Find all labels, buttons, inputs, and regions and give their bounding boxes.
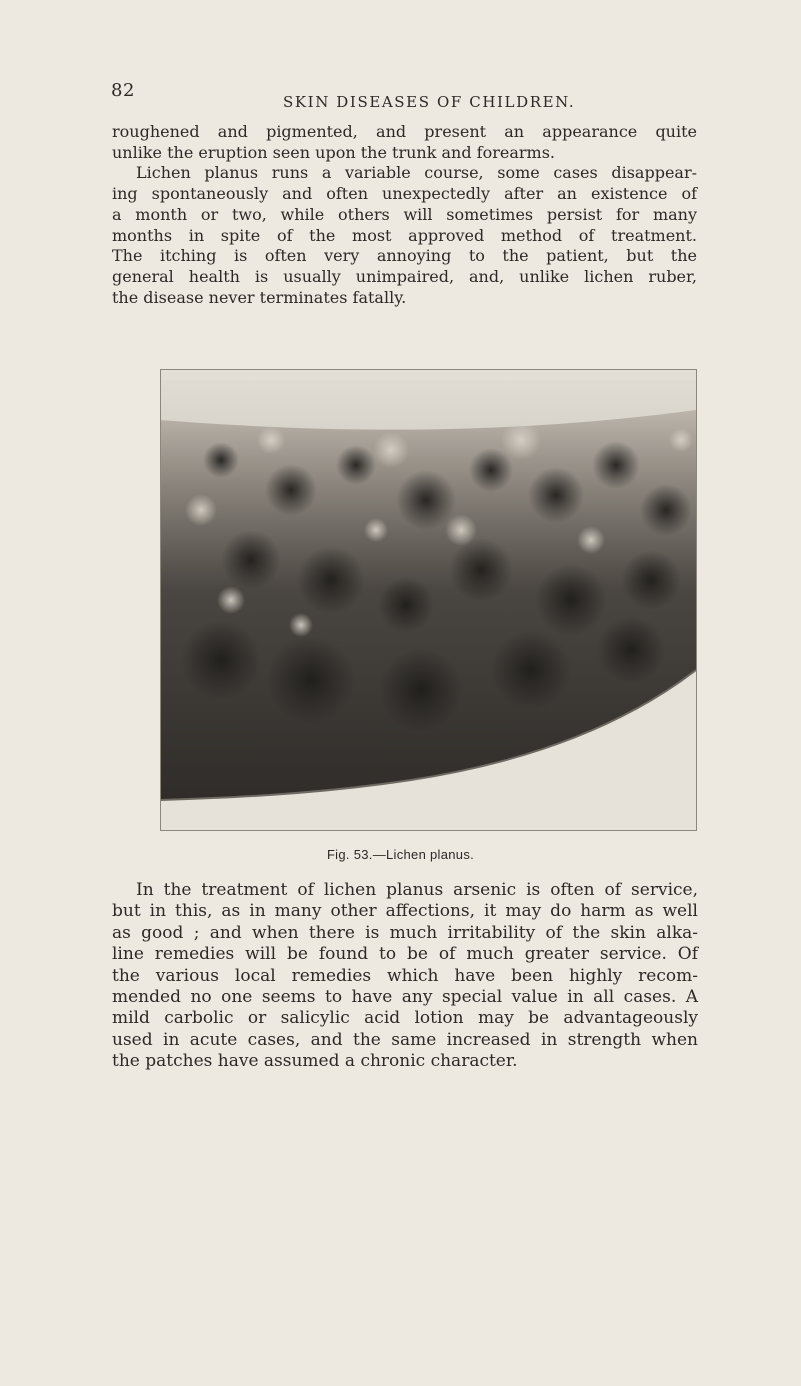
- bottom-paragraph: [112, 880, 698, 1073]
- text-line: The itching is often very annoying to the patient, but the: [112, 246, 697, 266]
- text-line: general health is usually unimpaired, and, unlike lichen ruber,: [112, 266, 697, 286]
- text-line: In the treatment of lichen planus arsenic is often of service,: [136, 880, 698, 900]
- skin-photo-illustration: [161, 370, 696, 830]
- figure-lichen-planus-photo: [160, 369, 697, 831]
- text-line: ing spontaneously and often unexpectedly after an existence of: [112, 184, 697, 204]
- text-line: unlike the eruption seen upon the trunk and forearms.: [112, 142, 555, 162]
- running-head: SKIN DISEASES OF CHILDREN.: [283, 93, 576, 111]
- text-line: months in spite of the most approved method of treatment.: [112, 225, 697, 245]
- text-line: the disease never terminates fatally.: [112, 287, 407, 307]
- figure-caption: Fig. 53.—Lichen planus.: [326, 847, 475, 862]
- top-paragraph: [112, 122, 697, 308]
- text-line: the various local remedies which have been highly recom-: [112, 965, 698, 986]
- text-line: as good ; and when there is much irritability of the skin alka-: [112, 922, 698, 943]
- text-line: used in acute cases, and the same increased in strength when: [112, 1029, 698, 1050]
- text-line: mild carbolic or salicylic acid lotion may be advantageously: [112, 1008, 698, 1029]
- text-line: a month or two, while others will sometimes persist for many: [112, 204, 697, 224]
- text-line: line remedies will be found to be of much greater service. Of: [112, 944, 698, 965]
- text-line: roughened and pigmented, and present an appearance quite: [112, 122, 697, 141]
- page-number: 82: [111, 80, 135, 101]
- text-line: the patches have assumed a chronic character.: [112, 1051, 518, 1072]
- text-line: Lichen planus runs a variable course, some cases disappear-: [136, 163, 697, 183]
- text-line: but in this, as in many other affections, it may do harm as well: [112, 901, 698, 922]
- text-line: mended no one seems to have any special value in all cases. A: [112, 987, 698, 1008]
